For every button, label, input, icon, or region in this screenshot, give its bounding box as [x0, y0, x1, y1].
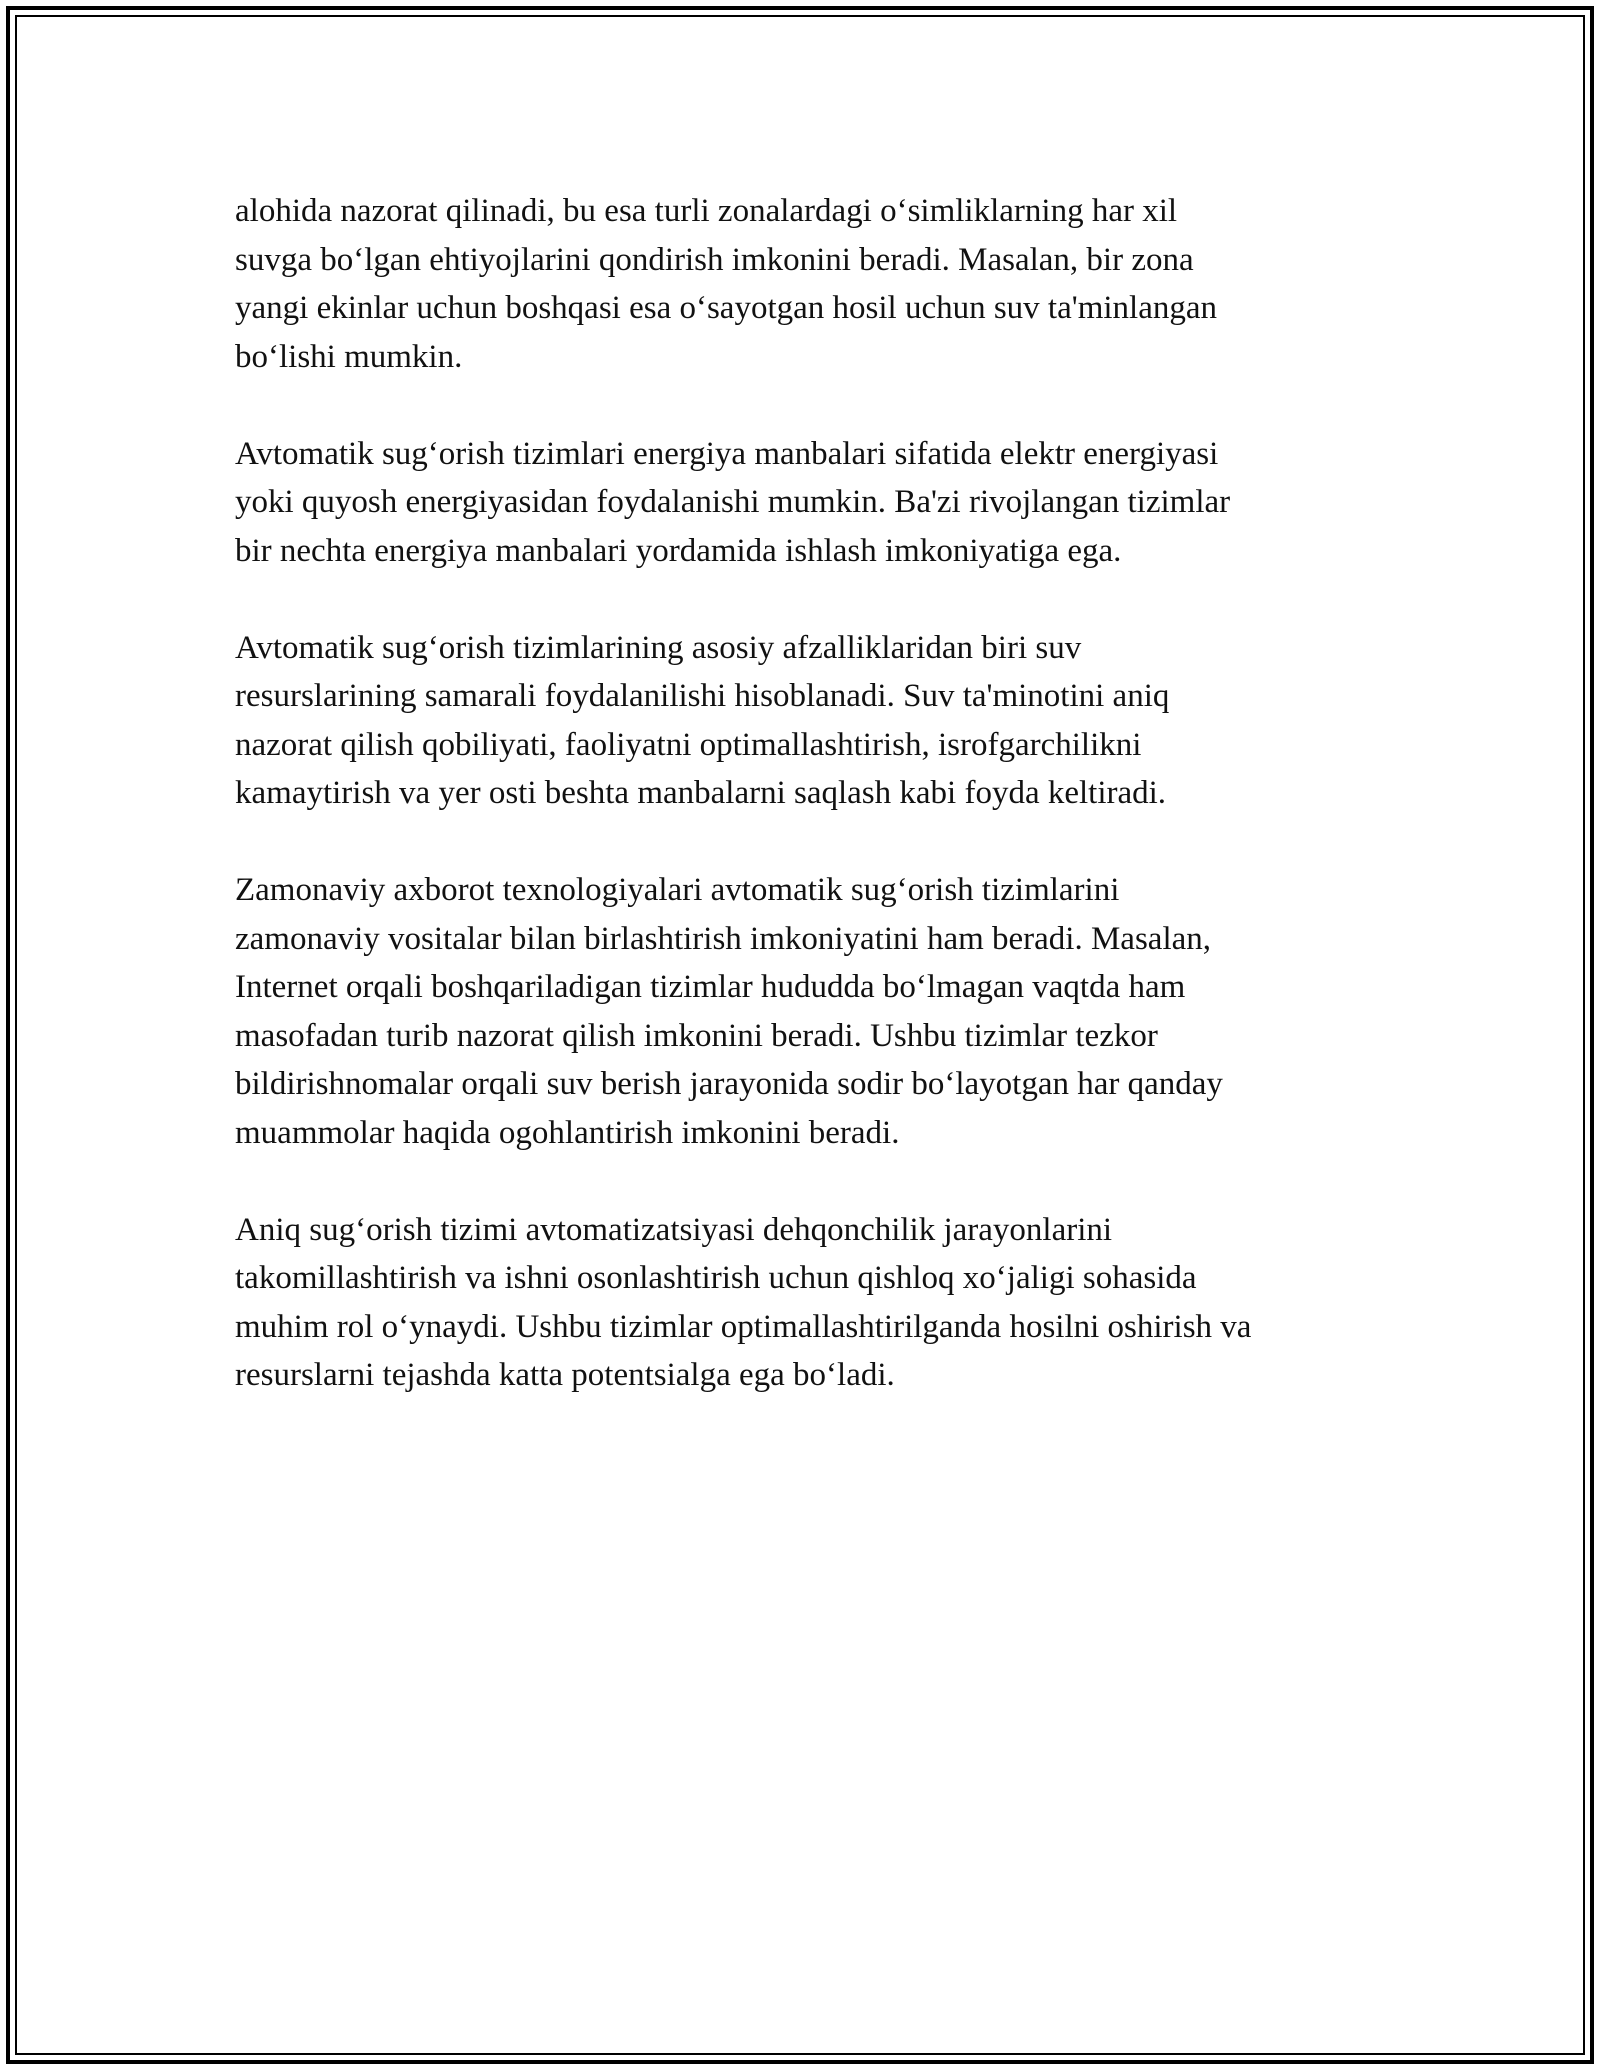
text-line: bir nechta energiya manbalari yordamida ishlash imkoniyatiga ega. [235, 532, 1122, 569]
text-line: yangi ekinlar uchun boshqasi esa o‘sayotgan hosil uchun suv ta'minlangan [235, 290, 1217, 326]
text-line: bo‘lishi mumkin. [235, 338, 463, 375]
paragraph-5 [235, 1206, 1375, 1400]
text-line: Zamonaviy axborot texnologiyalari avtomatik sug‘orish tizimlarini [235, 872, 1120, 908]
text-line: bildirishnomalar orqali suv berish jarayonida sodir bo‘layotgan har qanday [235, 1066, 1223, 1102]
text-line: Aniq sug‘orish tizimi avtomatizatsiyasi dehqonchilik jarayonlarini [235, 1211, 1113, 1248]
text-line: suvga bo‘lgan ehtiyojlarini qondirish imkonini beradi. Masalan, bir zona [235, 241, 1194, 278]
text-line: Internet orqali boshqariladigan tizimlar hududda bo‘lmagan vaqtda ham [235, 969, 1186, 1005]
text-line: alohida nazorat qilinadi, bu esa turli zonalardagi o‘simliklarning har xil [235, 193, 1178, 229]
text-line: muhim rol o‘ynaydi. Ushbu tizimlar optimallashtirilganda hosilni oshirish va [235, 1308, 1252, 1345]
text-line: resurslarining samarali foydalanilishi hisoblanadi. Suv ta'minotini aniq [235, 678, 1170, 714]
paragraph-1 [235, 187, 1375, 381]
paragraph-4 [235, 866, 1375, 1157]
paragraph-2 [235, 430, 1375, 576]
paragraph-3 [235, 624, 1375, 818]
text-line: Avtomatik sug‘orish tizimlari energiya manbalari sifatida elektr energiyasi [235, 435, 1219, 472]
text-line: zamonaviy vositalar bilan birlashtirish imkoniyatini ham beradi. Masalan, [235, 920, 1212, 957]
text-line: nazorat qilish qobiliyati, faoliyatni optimallashtirish, isrofgarchilikni [235, 726, 1142, 763]
text-line: kamaytirish va yer osti beshta manbalarni saqlash kabi foyda keltiradi. [235, 775, 1167, 811]
document-body [235, 187, 1375, 1448]
text-line: muammolar haqida ogohlantirish imkonini beradi. [235, 1114, 900, 1151]
text-line: masofadan turib nazorat qilish imkonini beradi. Ushbu tizimlar tezkor [235, 1017, 1158, 1054]
text-line: takomillashtirish va ishni osonlashtirish uchun qishloq xo‘jaligi sohasida [235, 1260, 1197, 1296]
text-line: resurslarni tejashda katta potentsialga ega bo‘ladi. [235, 1357, 895, 1393]
text-line: yoki quyosh energiyasidan foydalanishi mumkin. Ba'zi rivojlangan tizimlar [235, 484, 1231, 520]
text-line: Avtomatik sug‘orish tizimlarining asosiy afzalliklaridan biri suv [235, 629, 1082, 666]
